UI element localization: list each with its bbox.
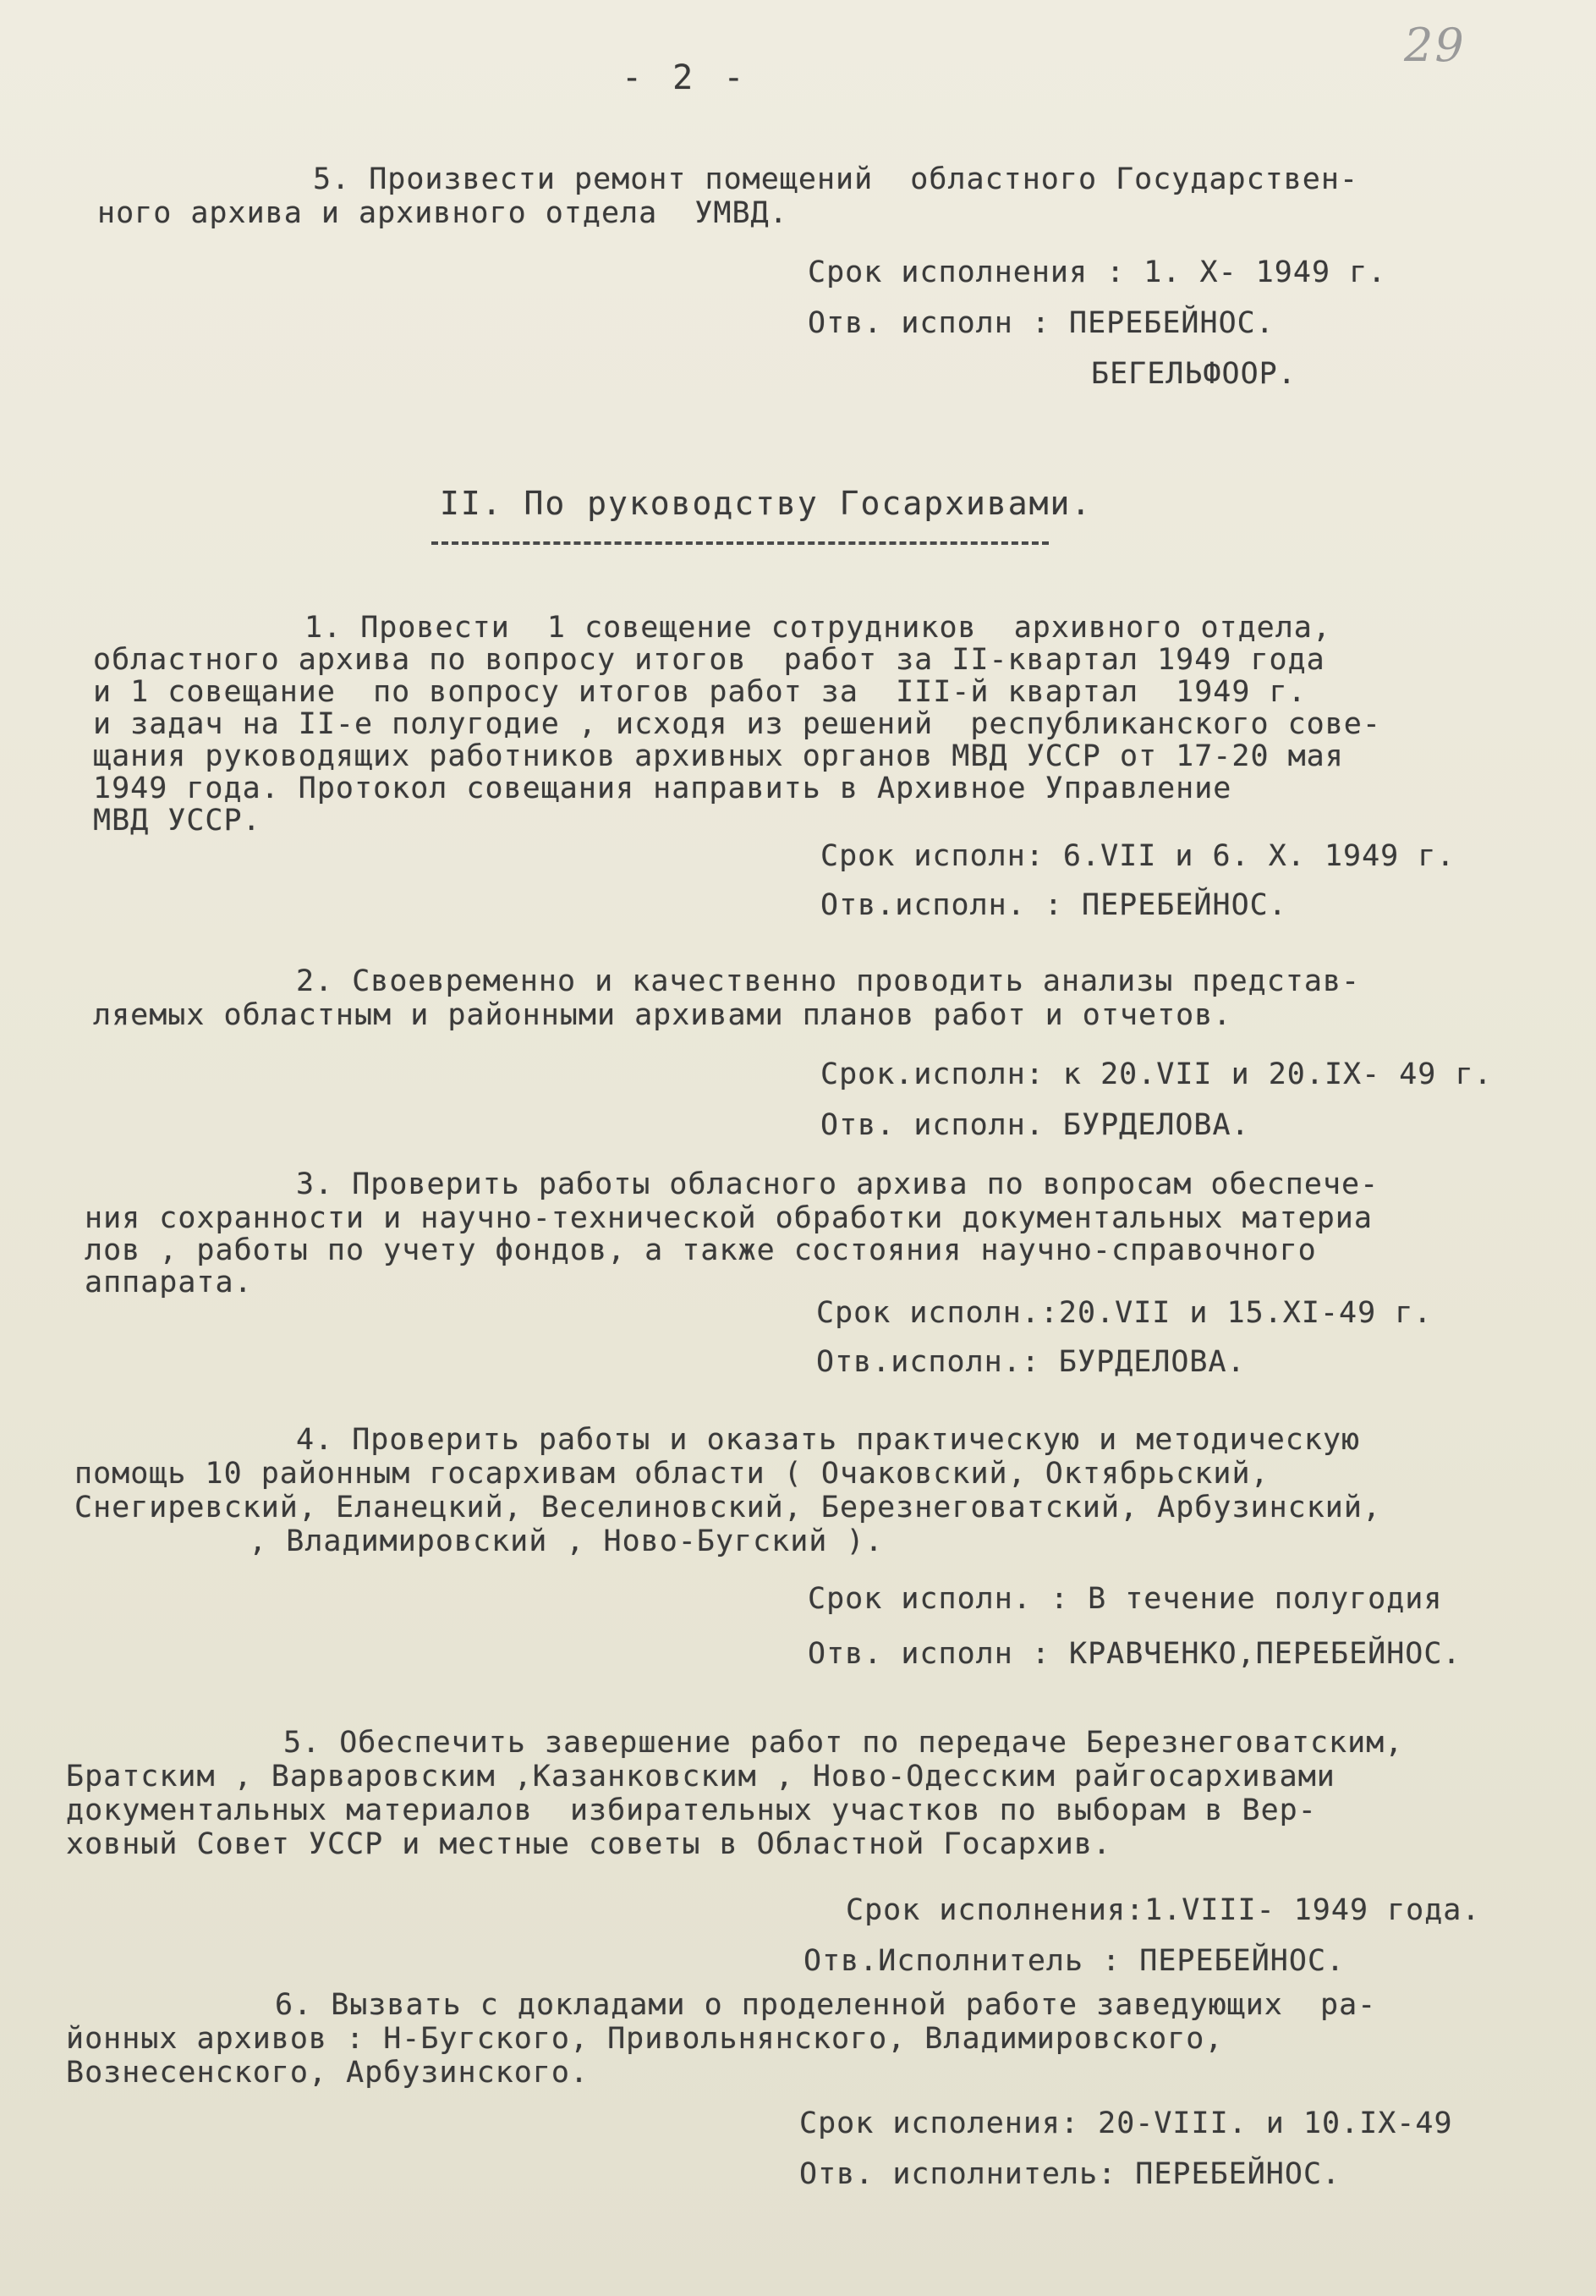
section-heading: II. По руководству Госархивами.: [440, 485, 1093, 522]
s2-item1-line-7: МВД УССР.: [93, 804, 261, 838]
s2-item5-line-2: Братским , Варваровским ,Казанковским , Ново-Одесским райгосархивами: [66, 1760, 1335, 1793]
s2-item3-line-4: аппарата.: [85, 1266, 253, 1299]
s2-item5-deadline: Срок исполнения:1.VIII- 1949 года.: [846, 1893, 1481, 1927]
item5-responsible: Отв. исполн : ПЕРЕБЕЙНОС.: [808, 306, 1275, 340]
s2-item3-line-3: лов , работы по учету фондов, а также состояния научно-справочного: [85, 1233, 1317, 1267]
s2-item2-responsible: Отв. исполн. БУРДЕЛОВА.: [820, 1108, 1250, 1142]
s2-item1-line-4: и задач на II-е полугодие , исходя из решений республиканского сове-: [93, 707, 1381, 741]
s2-item3-line-2: ния сохранности и научно-технической обработки документальных материа: [85, 1201, 1373, 1235]
s2-item4-line-1: 4. Проверить работы и оказать практическую и методическую: [296, 1423, 1361, 1457]
s2-item6-responsible: Отв. исполнитель: ПЕРЕБЕЙНОС.: [799, 2157, 1341, 2191]
s2-item3-deadline: Срок исполн.:20.VII и 15.ХI-49 г.: [816, 1296, 1433, 1330]
s2-item1-line-5: щания руководящих работников архивных органов МВД УССР от 17-20 мая: [93, 739, 1344, 773]
heading-underline: [431, 541, 1049, 545]
s2-item1-responsible: Отв.исполн. : ПЕРЕБЕЙНОС.: [820, 888, 1287, 922]
s2-item5-line-4: ховный Совет УССР и местные советы в Областной Госархив.: [66, 1827, 1112, 1861]
s2-item5-line-3: документальных материалов избирательных участков по выборам в Вер-: [66, 1793, 1317, 1827]
s2-item4-line-3: Снегиревский, Еланецкий, Веселиновский, Березнеговатский, Арбузинский,: [74, 1491, 1382, 1524]
item5-responsible-2: БЕГЕЛЬФООР.: [1091, 357, 1297, 391]
s2-item3-line-1: 3. Проверить работы обласного архива по вопросам обеспече-: [296, 1167, 1379, 1201]
s2-item4-line-4: , Владимировский , Ново-Бугский ).: [211, 1524, 884, 1558]
s2-item5-line-1: 5. Обеспечить завершение работ по передаче Березнеговатским,: [283, 1726, 1404, 1760]
s2-item6-deadline: Срок исполения: 20-VIII. и 10.IX-49: [799, 2106, 1453, 2140]
s2-item5-responsible: Отв.Исполнитель : ПЕРЕБЕЙНОС.: [803, 1944, 1346, 1978]
page-number: - 2 -: [622, 58, 749, 97]
s2-item1-line-6: 1949 года. Протокол совещания направить в Архивное Управление: [93, 772, 1232, 805]
s2-item6-line-3: Вознесенского, Арбузинского.: [66, 2056, 590, 2090]
s2-item4-deadline: Срок исполн. : В течение полугодия: [808, 1582, 1443, 1616]
folio-number: 29: [1404, 19, 1466, 72]
s2-item1-line-1: 1. Провести 1 совещение сотрудников архивного отдела,: [304, 611, 1331, 645]
s2-item3-responsible: Отв.исполн.: БУРДЕЛОВА.: [816, 1345, 1246, 1379]
s2-item1-line-2: областного архива по вопросу итогов работ за II-квартал 1949 года: [93, 643, 1325, 677]
s2-item4-line-2: помощь 10 районным госархивам области ( Очаковский, Октябрьский,: [74, 1457, 1270, 1491]
s2-item1-deadline: Срок исполн: 6.VII и 6. Х. 1949 г.: [820, 839, 1456, 873]
item5-line-2: ного архива и архивного отдела УМВД.: [97, 196, 788, 230]
s2-item2-line-1: 2. Своевременно и качественно проводить анализы представ-: [296, 964, 1361, 998]
item5-deadline: Срок исполнения : 1. Х- 1949 г.: [808, 255, 1387, 289]
s2-item6-line-1: 6. Вызвать с докладами о проделенной работе заведующих ра-: [275, 1988, 1377, 2022]
s2-item2-deadline: Срок.исполн: к 20.VII и 20.IX- 49 г.: [820, 1057, 1493, 1091]
item5-line-1: 5. Произвести ремонт помещений областного Государствен-: [313, 162, 1359, 196]
s2-item6-line-2: йонных архивов : Н-Бугского, Привольнянского, Владимировского,: [66, 2022, 1224, 2056]
s2-item1-line-3: и 1 совещание по вопросу итогов работ за III-й квартал 1949 г.: [93, 675, 1307, 709]
s2-item4-responsible: Отв. исполн : КРАВЧЕНКО,ПЕРЕБЕЙНОС.: [808, 1637, 1462, 1671]
s2-item2-line-2: ляемых областным и районными архивами планов работ и отчетов.: [93, 998, 1232, 1032]
